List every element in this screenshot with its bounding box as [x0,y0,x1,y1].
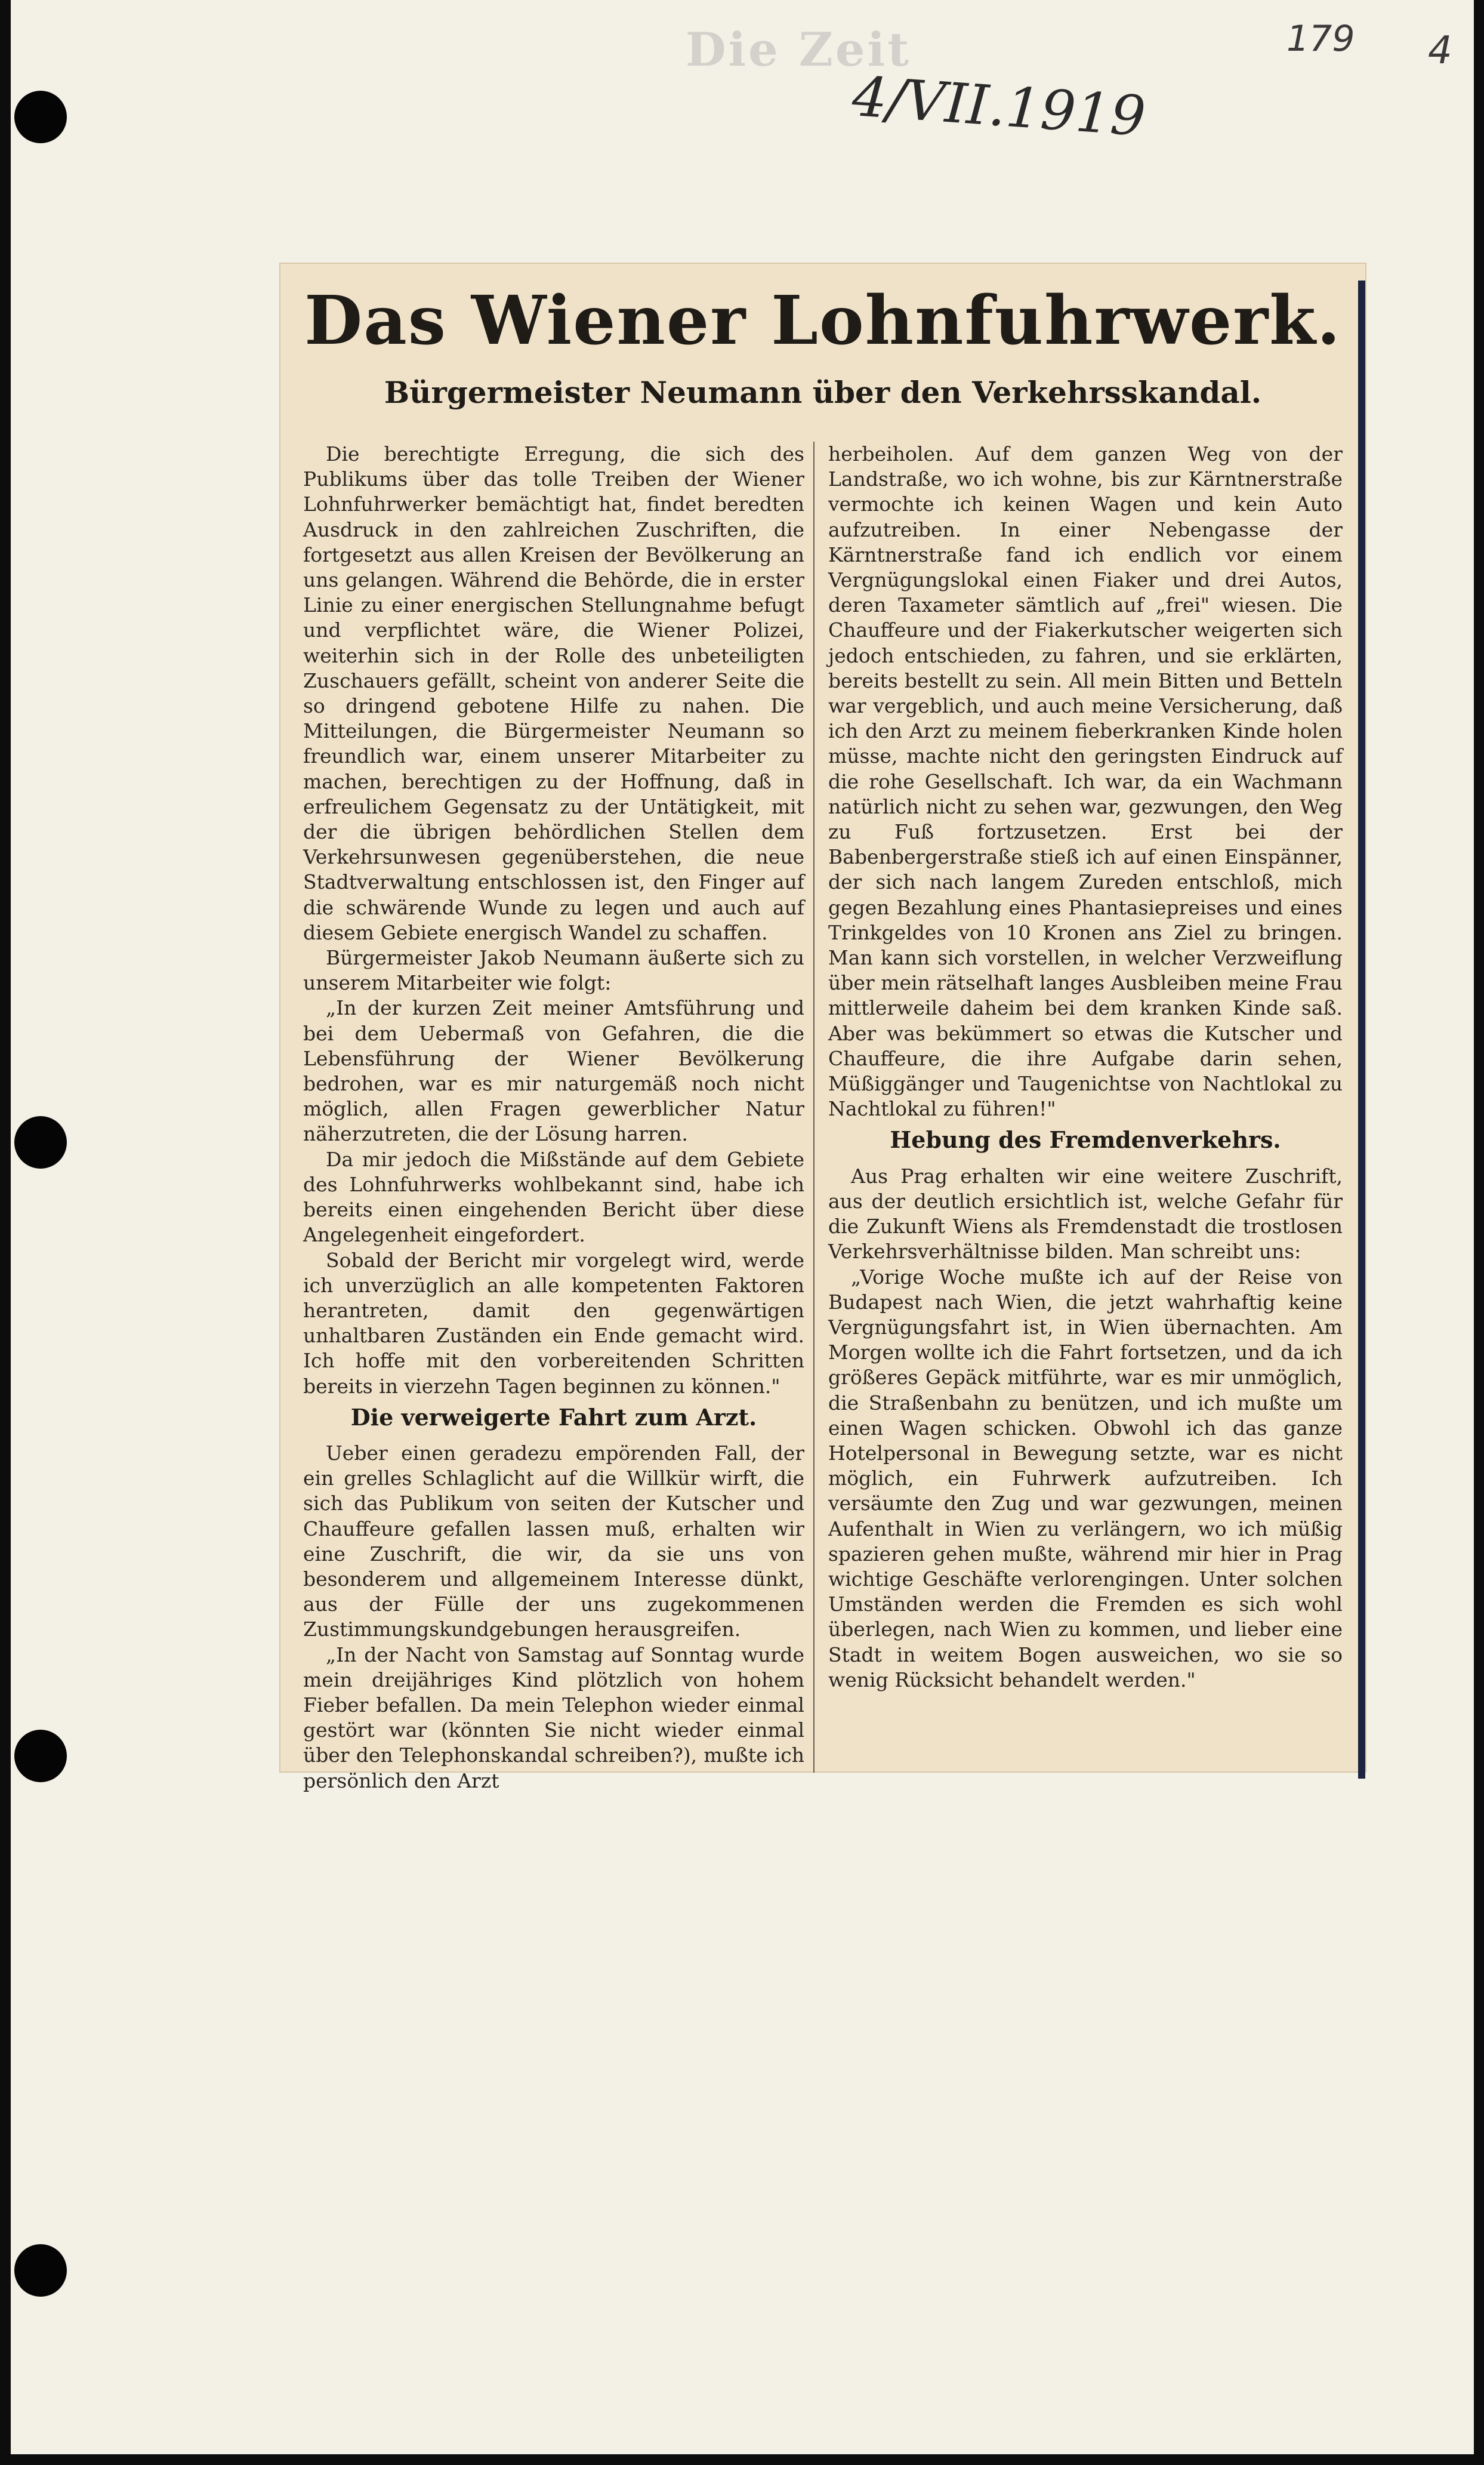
paragraph: herbeiholen. Auf dem ganzen Weg von der Landstraße, wo ich wohne, bis zur Kärntnerstraße vermochte ich keinen Wagen und kein Auto aufzutreiben. In einer Nebengasse der Kärntnerstraße fand ich endlich vor einem Vergnügungslokal einen Fiaker und drei Autos, deren Taxameter sämtlich auf „frei" wiesen. Die Chauffeure und der Fiakerkutscher weigerten sich jedoch entschieden, zu fahren, und sie erklärten, bereits bestellt zu sein. All mein Bitten und Betteln war vergeblich, und auch meine Versicherung, daß ich den Arzt zu meinem fieberkranken Kinde holen müsse, machte nicht den geringsten Eindruck auf die rohe Gesellschaft. Ich war, da ein Wachmann natürlich nicht zu sehen war, gezwungen, den Weg zu Fuß fortzusetzen. Erst bei der Babenbergerstraße stieß ich auf einen Einspänner, der sich nach langem Zureden entschloß, mich gegen Bezahlung eines Phantasiepreises und eines Trinkgeldes von 10 Kronen ans Ziel zu bringen. Man kann sich vorstellen, in welcher Verzweiflung über mein rätselhaft langes Ausbleiben meine Frau mittlerweile daheim bei dem kranken Kinde saß. Aber was bekümmert so etwas die Kutscher und Chauffeure, die ihre Aufgabe darin sehen, Müßiggänger und Taugenichtse von Nachtlokal zu Nachtlokal zu führen!" [828,442,1343,1121]
punch-hole [14,91,67,143]
paragraph: „Vorige Woche mußte ich auf der Reise von Budapest nach Wien, die jetzt wahrhaftig keine Vergnügungsfahrt ist, in Wien übernachten. Am Morgen wollte ich die Fahrt fortsetzen, und da ich größeres Gepäck mitführte, war es mir unmöglich, die Straßenbahn zu benützen, und ich mußte um einen Wagen schicken. Obwohl ich das ganze Hotelpersonal in Bewegung setzte, war es nicht möglich, ein Fuhrwerk aufzutreiben. Ich versäumte den Zug und war gezwungen, meinen Aufenthalt in Wien zu verlängern, wo ich müßig spazieren gehen mußte, während mir hier in Prag wichtige Geschäfte verlorengingen. Unter solchen Umständen werden die Fremden es sich wohl überlegen, nach Wien zu kommen, und lieber eine Stadt in weitem Bogen ausweichen, wo sie so wenig Rücksicht behandelt werden." [828,1265,1343,1691]
article-headline: Das Wiener Lohnfuhrwerk. [304,282,1341,360]
right-column [828,442,1343,1755]
paragraph: Die berechtigte Erregung, die sich des Publikums über das tolle Treiben der Wiener Lohnfuhrwerker bemächtigt hat, findet beredten Ausdruck in den zahlreichen Zuschriften, die fortgesetzt aus allen Kreisen der Bevölkerung an uns gelangen. Während die Behörde, die in erster Linie zu einer energischen Stellungnahme befugt und verpflichtet wäre, die Wiener Polizei, weiterhin sich in der Rolle des unbeteiligten Zuschauers gefällt, scheint von anderer Seite die so dringend gebotene Hilfe zu nahen. Die Mitteilungen, die Bürgermeister Neumann so freundlich war, einem unserer Mitarbeiter zu machen, berechtigen zu der Hoffnung, daß in erfreulichem Gegensatz zu der Untätigkeit, mit der die übrigen behördlichen Stellen dem Verkehrsunwesen gegenüberstehen, die neue Stadtverwaltung entschlossen ist, den Finger auf die schwärende Wunde zu legen und auch auf diesem Gebiete energisch Wandel zu schaffen. [303,442,804,944]
newspaper-clipping [279,263,1366,1792]
clipping-edge [1358,281,1365,1779]
paragraph: „In der kurzen Zeit meiner Amtsführung und bei dem Uebermaß von Gefahren, die die Lebensführung der Wiener Bevölkerung bedrohen, war es mir naturgemäß noch nicht möglich, allen Fragen gewerblicher Natur näherzutreten, die der Lösung harren. [303,996,804,1146]
column-divider [813,442,814,1773]
section-heading: Die verweigerte Fahrt zum Arzt. [350,1403,757,1431]
paragraph: „In der Nacht von Samstag auf Sonntag wurde mein dreijähriges Kind plötzlich von hohem Fieber befallen. Da mein Telephon wieder einmal gestört war (könnten Sie nicht wieder einmal über den Telephonskandal schreiben?), mußte ich persönlich den Arzt [303,1643,804,1792]
newspaper-stamp: Die Zeit [685,23,912,77]
paragraph: Sobald der Bericht mir vorgelegt wird, werde ich unverzüglich an alle kompetenten Faktoren herantreten, damit den gegenwärtigen unhaltbaren Zuständen ein Ende gemacht wird. Ich hoffe mit den vorbereitenden Schritten bereits in vierzehn Tagen beginnen zu können." [303,1248,804,1398]
paragraph: Da mir jedoch die Mißstände auf dem Gebiete des Lohnfuhrwerks wohlbekannt sind, habe ich bereits einen eingehenden Bericht über diese Angelegenheit eingefordert. [303,1147,804,1247]
punch-hole [14,1116,67,1169]
paragraph: Aus Prag erhalten wir eine weitere Zuschrift, aus der deutlich ersichtlich ist, welche Gefahr für die Zukunft Wiens als Fremdenstadt die trostlosen Verkehrsverhältnisse bilden. Man schreibt uns: [828,1164,1343,1264]
section-heading: Hebung des Fremdenverkehrs. [890,1126,1281,1154]
punch-hole [14,2244,67,2297]
page-mark: 4 [1428,29,1452,73]
article-subheadline: Bürgermeister Neumann über den Verkehrsskandal. [384,375,1262,410]
paragraph: Bürgermeister Jakob Neumann äußerte sich zu unserem Mitarbeiter wie folgt: [303,946,804,995]
archive-sheet [11,0,1474,2454]
left-column [303,442,804,1792]
paragraph: Ueber einen geradezu empörenden Fall, der ein grelles Schlaglicht auf die Willkür wirft, die sich das Publikum von seiten der Kutscher und Chauffeure gefallen lassen muß, erhalten wir eine Zuschrift, die wir, da sie uns von besonderem und allgemeinem Interesse dünkt, aus der Fülle der uns zugekommenen Zustimmungskundgebungen herausgreifen. [303,1441,804,1641]
handwritten-date: 4/VII.1919 [850,64,1148,149]
folio-number: 179 [1286,18,1355,60]
punch-hole [14,1730,67,1782]
